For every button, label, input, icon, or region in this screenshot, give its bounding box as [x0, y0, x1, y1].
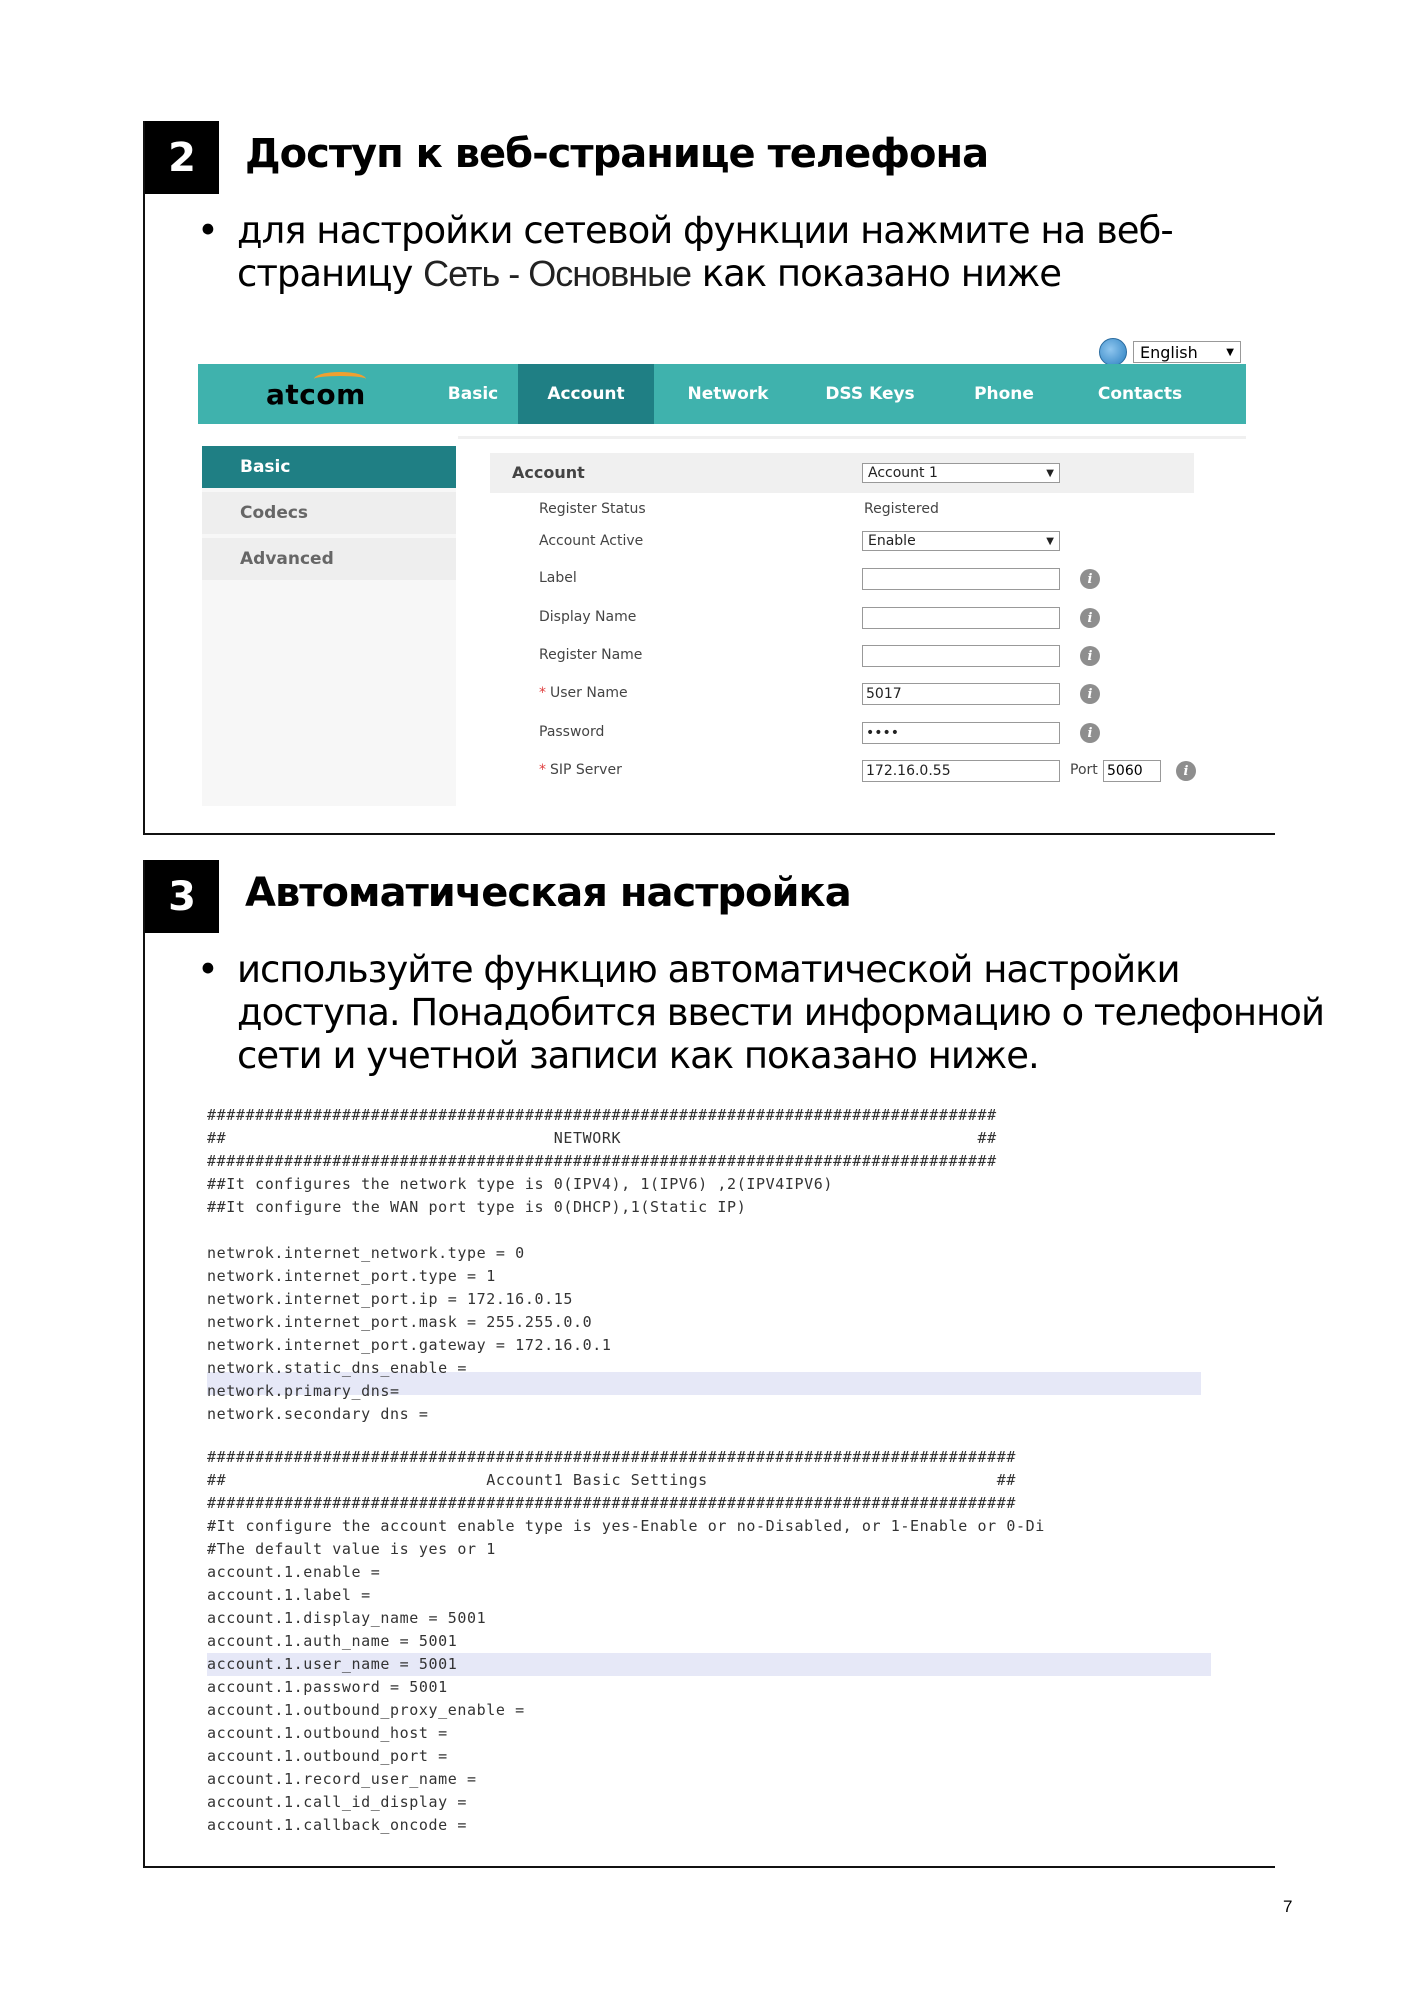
config-line: account.1.outbound_host = — [207, 1724, 448, 1742]
section-title: Автоматическая настройка — [245, 870, 851, 916]
config-line: netwrok.internet_network.type = 0 — [207, 1244, 525, 1262]
bullet-line — [237, 252, 1061, 295]
config-line: ##It configure the WAN port type is 0(DHCP),1(Static IP) — [207, 1198, 747, 1216]
info-icon[interactable]: i — [1080, 608, 1100, 628]
config-line: account.1.outbound_port = — [207, 1747, 448, 1765]
sidebar — [202, 446, 456, 806]
top-nav — [198, 364, 1246, 424]
section-number: 2 — [145, 121, 219, 194]
account-active-value: Enable — [868, 533, 916, 549]
chevron-down-icon: ▼ — [1046, 467, 1054, 479]
port-input[interactable]: 5060 — [1103, 760, 1161, 782]
account-select[interactable] — [862, 463, 1060, 483]
sip-server-input[interactable]: 172.16.0.55 — [862, 760, 1060, 782]
sidebar-item-codecs[interactable]: Codecs — [202, 492, 456, 534]
config-line: network.secondary dns = — [207, 1405, 429, 1423]
config-line: account.1.password = 5001 — [207, 1678, 448, 1696]
config-line: #It configure the account enable type is yes-Enable or no-Disabled, or 1-Enable or 0-Di — [207, 1517, 1045, 1535]
user-name-input[interactable]: 5017 — [862, 683, 1060, 705]
bullet-marker: • — [197, 209, 218, 252]
account-active-select[interactable] — [862, 531, 1060, 551]
config-line: account.1.enable = — [207, 1563, 381, 1581]
config-network-block — [207, 1104, 1207, 1426]
account-select-value: Account 1 — [868, 465, 938, 481]
config-line: account.1.outbound_proxy_enable = — [207, 1701, 525, 1719]
display-name-input[interactable] — [862, 607, 1060, 629]
logo-swoosh-icon — [314, 372, 366, 386]
label-input[interactable] — [862, 568, 1060, 590]
language-select[interactable] — [1133, 341, 1241, 363]
display-name-label: Display Name — [539, 609, 637, 625]
register-status-value: Registered — [864, 501, 939, 517]
chevron-down-icon: ▼ — [1226, 346, 1234, 358]
nav-phone[interactable]: Phone — [974, 384, 1034, 404]
config-line: network.internet_port.mask = 255.255.0.0 — [207, 1313, 593, 1331]
config-line: #The default value is yes or 1 — [207, 1540, 496, 1558]
info-icon[interactable]: i — [1080, 723, 1100, 743]
config-line: #################################################################################### — [207, 1494, 1016, 1512]
config-line: #################################################################################### — [207, 1448, 1016, 1466]
config-line: account.1.callback_oncode = — [207, 1816, 468, 1834]
config-line: ################################################################################## — [207, 1152, 997, 1170]
user-name-label-text: User Name — [550, 685, 628, 701]
sip-server-label — [539, 762, 622, 778]
menu-path: Сеть - Основные — [423, 253, 692, 294]
config-line: network.internet_port.gateway = 172.16.0.1 — [207, 1336, 612, 1354]
bullet-line: доступа. Понадобится ввести информацию о телефонной — [237, 991, 1324, 1034]
nav-dss-keys[interactable]: DSS Keys — [825, 384, 915, 404]
config-line: network.primary_dns= — [207, 1382, 400, 1400]
config-line: network.internet_port.type = 1 — [207, 1267, 496, 1285]
config-line: account.1.auth_name = 5001 — [207, 1632, 458, 1650]
config-line: ##It configures the network type is 0(IPV4), 1(IPV6) ,2(IPV4IPV6) — [207, 1175, 833, 1193]
account-active-label: Account Active — [539, 533, 644, 549]
register-status-label: Register Status — [539, 501, 646, 517]
config-line: network.internet_port.ip = 172.16.0.15 — [207, 1290, 573, 1308]
account-settings-panel — [458, 436, 1246, 811]
atcom-logo — [266, 378, 366, 411]
sidebar-item-advanced[interactable]: Advanced — [202, 538, 456, 580]
config-line: account.1.display_name = 5001 — [207, 1609, 487, 1627]
label-label: Label — [539, 570, 577, 586]
config-line: account.1.user_name = 5001 — [207, 1655, 458, 1673]
config-account-block — [207, 1446, 1217, 1838]
password-label: Password — [539, 724, 605, 740]
chevron-down-icon: ▼ — [1046, 535, 1054, 547]
config-line: ## NETWORK ## — [207, 1129, 997, 1147]
globe-icon — [1099, 338, 1127, 366]
info-icon[interactable]: i — [1080, 684, 1100, 704]
language-selector[interactable] — [1099, 338, 1241, 366]
password-input[interactable]: •••• — [862, 722, 1060, 744]
sip-server-label-text: SIP Server — [550, 762, 622, 778]
page-number: 7 — [1283, 1897, 1293, 1916]
info-icon[interactable]: i — [1080, 569, 1100, 589]
sidebar-item-basic[interactable]: Basic — [202, 446, 456, 488]
bullet-text: страницу — [237, 252, 424, 295]
register-name-input[interactable] — [862, 645, 1060, 667]
account-header — [490, 453, 1194, 493]
bullet-marker: • — [197, 948, 218, 991]
config-line: network.static_dns_enable = — [207, 1359, 468, 1377]
account-header-label: Account — [512, 463, 585, 482]
register-name-label: Register Name — [539, 647, 643, 663]
nav-account[interactable]: Account — [518, 364, 654, 424]
nav-basic[interactable]: Basic — [447, 384, 499, 404]
section-title: Доступ к веб-странице телефона — [245, 131, 989, 177]
bullet-line: сети и учетной записи как показано ниже. — [237, 1034, 1039, 1077]
config-line: account.1.call_id_display = — [207, 1793, 468, 1811]
config-line: ## Account1 Basic Settings ## — [207, 1471, 1016, 1489]
language-value: English — [1140, 342, 1198, 362]
port-label: Port — [1070, 762, 1098, 778]
info-icon[interactable]: i — [1080, 646, 1100, 666]
bullet-text: как показано ниже — [691, 252, 1062, 295]
user-name-label — [539, 685, 628, 701]
required-marker: * — [539, 685, 546, 701]
nav-network[interactable]: Network — [687, 384, 769, 404]
bullet-line: для настройки сетевой функции нажмите на веб- — [237, 209, 1173, 252]
phone-web-ui-screenshot — [198, 338, 1248, 808]
bullet-line: используйте функцию автоматической настройки — [237, 948, 1180, 991]
nav-contacts[interactable]: Contacts — [1097, 384, 1183, 404]
required-marker: * — [539, 762, 546, 778]
section-number: 3 — [145, 860, 219, 933]
logo-text: atcom — [266, 378, 366, 411]
info-icon[interactable]: i — [1176, 761, 1196, 781]
config-line: account.1.record_user_name = — [207, 1770, 477, 1788]
config-line: account.1.label = — [207, 1586, 371, 1604]
config-line: ################################################################################## — [207, 1106, 997, 1124]
